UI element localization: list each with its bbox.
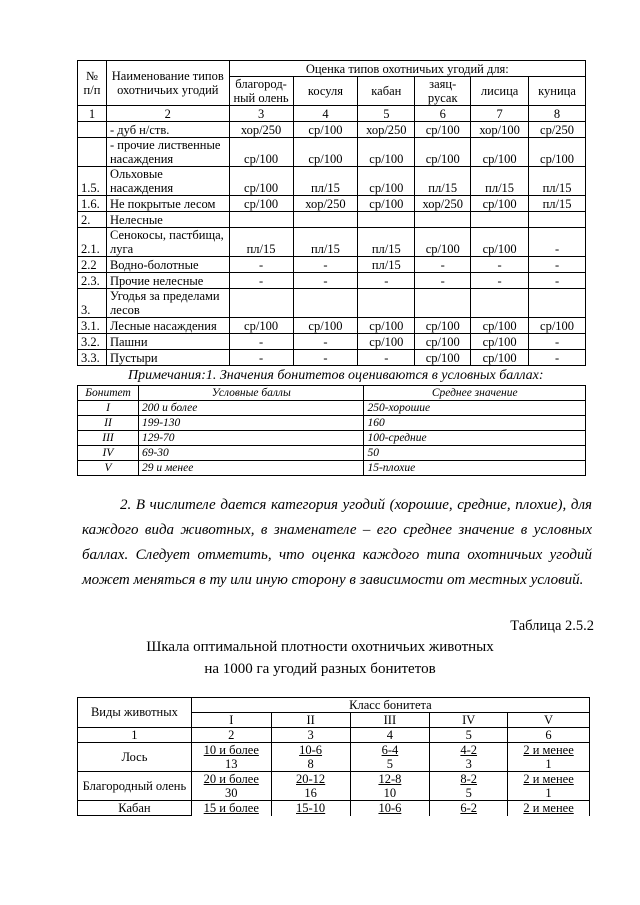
rating-cell: - (529, 350, 586, 366)
table-title-line2: на 1000 га угодий разных бонитетов (204, 661, 436, 677)
table-row (78, 772, 590, 787)
table-row (78, 196, 586, 212)
table-row (78, 334, 586, 350)
rating-cell: - (471, 257, 529, 273)
rating-cell: ср/100 (415, 228, 471, 257)
bonitet-cell: 129-70 (138, 431, 364, 446)
rating-cell: ср/100 (229, 167, 293, 196)
bonitet-header: Бонитет (78, 386, 139, 401)
table-row (78, 401, 586, 416)
rating-cell: пл/15 (293, 228, 358, 257)
row-name: Нелесные (106, 212, 229, 228)
bonitet-cell: 199-130 (138, 416, 364, 431)
density-range: 20 и более (203, 771, 259, 786)
rating-cell: ср/100 (358, 167, 415, 196)
paragraph-text: 2. В числителе дается категория угодий (хорошие, средние, плохие), для каждого вида животных, в знаменателе – его среднее значение в условных баллах. Следует отметить, что оценка каждого типа охотничьих угодий может меняться в ту или иную сторону в зависимости от местных условий. (82, 497, 592, 588)
index-cell: 6 (415, 106, 471, 122)
rating-cell: хор/250 (358, 122, 415, 138)
rating-cell: ср/100 (471, 138, 529, 167)
rating-cell: ср/100 (415, 334, 471, 350)
index-cell: 7 (471, 106, 529, 122)
index-cell: 8 (529, 106, 586, 122)
rating-cell (471, 289, 529, 318)
density-range: 20-12 (296, 771, 326, 786)
bonitet-cell: 200 и более (138, 401, 364, 416)
rating-cell: - (293, 334, 358, 350)
row-number (78, 122, 107, 138)
rating-cell (415, 212, 471, 228)
row-number: 3.3. (78, 350, 107, 366)
rating-cell: ср/100 (293, 318, 358, 334)
index-cell: 1 (78, 106, 107, 122)
rating-cell: пл/15 (529, 196, 586, 212)
rating-cell: ср/100 (358, 318, 415, 334)
row-number: 2.2 (78, 257, 107, 273)
rating-cell: - (529, 273, 586, 289)
index-cell: 5 (358, 106, 415, 122)
class-label: IV (430, 713, 508, 728)
species-header: Виды животных (78, 698, 192, 728)
rating-cell: - (471, 273, 529, 289)
header-name: Наименование типов охотничьих угодий (106, 61, 229, 106)
species-name: Кабан (78, 801, 192, 816)
density-mean: 13 (191, 757, 271, 772)
bonitet-cell: II (78, 416, 139, 431)
row-name: Не покрытые лесом (106, 196, 229, 212)
index-cell: 1 (78, 728, 192, 743)
table-row (78, 318, 586, 334)
rating-cell: - (358, 350, 415, 366)
rating-cell: пл/15 (293, 167, 358, 196)
rating-cell: - (415, 273, 471, 289)
density-range-cell (430, 772, 508, 787)
rating-cell: ср/100 (415, 350, 471, 366)
table-row (78, 167, 586, 196)
row-number: 1.6. (78, 196, 107, 212)
rating-cell: - (229, 334, 293, 350)
density-range: 15-10 (296, 800, 326, 815)
rating-cell: ср/100 (415, 318, 471, 334)
table-row (78, 416, 586, 431)
rating-cell: - (229, 257, 293, 273)
index-cell: 2 (106, 106, 229, 122)
density-scale-table (77, 697, 590, 816)
rating-cell: ср/100 (229, 196, 293, 212)
rating-cell: - (529, 334, 586, 350)
density-range: 2 и менее (523, 771, 574, 786)
row-number: 1.5. (78, 167, 107, 196)
row-number: 2.1. (78, 228, 107, 257)
rating-cell (229, 289, 293, 318)
rating-cell (358, 289, 415, 318)
density-range-cell (508, 801, 590, 816)
row-number: 2.3. (78, 273, 107, 289)
bonitet-cell: V (78, 461, 139, 476)
density-range-cell (508, 772, 590, 787)
rating-cell (415, 289, 471, 318)
rating-cell: ср/100 (229, 138, 293, 167)
index-cell: 3 (229, 106, 293, 122)
index-cell: 4 (293, 106, 358, 122)
rating-cell: ср/100 (529, 138, 586, 167)
bonitet-cell: 100-средние (364, 431, 586, 446)
header-animal: косуля (293, 77, 358, 106)
density-mean: 1 (508, 757, 590, 772)
header-animal: лисица (471, 77, 529, 106)
rating-cell: - (529, 228, 586, 257)
rating-cell: хор/250 (293, 196, 358, 212)
density-range: 8-2 (460, 771, 478, 786)
header-animal: благород-ный олень (229, 77, 293, 106)
rating-cell: ср/100 (471, 350, 529, 366)
bonitet-cell: 15-плохие (364, 461, 586, 476)
bonitet-cell: 69-30 (138, 446, 364, 461)
index-cell: 2 (191, 728, 271, 743)
bonitet-cell: 29 и менее (138, 461, 364, 476)
class-header: Класс бонитета (191, 698, 589, 713)
density-mean: 3 (430, 757, 508, 772)
table-row (78, 257, 586, 273)
rating-cell: - (293, 257, 358, 273)
density-mean: 1 (508, 786, 590, 801)
density-range-cell (191, 772, 271, 787)
rating-cell: - (358, 273, 415, 289)
explanation-paragraph (82, 493, 592, 593)
density-range-cell (508, 743, 590, 758)
table-row (78, 289, 586, 318)
density-range: 10 и более (203, 742, 259, 757)
row-name: - прочие лиственные насаждения (106, 138, 229, 167)
species-name: Благородный олень (78, 772, 192, 801)
rating-cell: ср/100 (471, 228, 529, 257)
index-cell: 6 (508, 728, 590, 743)
row-name: Угодья за пределами лесов (106, 289, 229, 318)
index-cell: 4 (350, 728, 430, 743)
rating-cell: ср/100 (415, 138, 471, 167)
header-animal: куница (529, 77, 586, 106)
rating-cell: пл/15 (358, 257, 415, 273)
table-row (78, 138, 586, 167)
rating-cell: хор/250 (415, 196, 471, 212)
rating-cell: - (415, 257, 471, 273)
class-label: V (508, 713, 590, 728)
density-range: 4-2 (460, 742, 478, 757)
density-range-cell (191, 801, 271, 816)
table-row (78, 446, 586, 461)
table-row (78, 801, 590, 816)
table-row (78, 350, 586, 366)
bonitet-note: Примечания:1. Значения бонитетов оцениваются в условных баллах: (128, 368, 544, 383)
rating-cell: - (293, 273, 358, 289)
density-mean: 16 (271, 786, 350, 801)
table-row (78, 743, 590, 758)
density-range-cell (191, 743, 271, 758)
density-mean: 5 (350, 757, 430, 772)
rating-cell: пл/15 (358, 228, 415, 257)
density-range-cell (350, 772, 430, 787)
row-name: Пашни (106, 334, 229, 350)
row-name: Лесные насаждения (106, 318, 229, 334)
rating-cell: ср/100 (293, 122, 358, 138)
table-title (0, 636, 640, 680)
density-range: 2 и менее (523, 742, 574, 757)
rating-cell: ср/100 (471, 334, 529, 350)
rating-cell: - (293, 350, 358, 366)
rating-cell: ср/100 (358, 138, 415, 167)
table-number: Таблица 2.5.2 (510, 618, 594, 634)
rating-cell: ср/100 (471, 196, 529, 212)
row-name: Пустыри (106, 350, 229, 366)
density-range-cell (430, 801, 508, 816)
rating-cell: ср/100 (471, 318, 529, 334)
table-row (78, 212, 586, 228)
rating-cell: пл/15 (229, 228, 293, 257)
header-animal: кабан (358, 77, 415, 106)
header-group: Оценка типов охотничьих угодий для: (229, 61, 585, 77)
class-label: II (271, 713, 350, 728)
table-title-line1: Шкала оптимальной плотности охотничьих животных (146, 639, 494, 655)
row-number: 3.2. (78, 334, 107, 350)
density-mean: 8 (271, 757, 350, 772)
row-number: 3. (78, 289, 107, 318)
density-range-cell (271, 743, 350, 758)
header-animal: заяц-русак (415, 77, 471, 106)
rating-cell (229, 212, 293, 228)
density-range-cell (271, 772, 350, 787)
table-row (78, 228, 586, 257)
rating-cell (529, 212, 586, 228)
rating-cell: хор/100 (471, 122, 529, 138)
table-row (78, 273, 586, 289)
rating-cell (293, 289, 358, 318)
bonitet-cell: III (78, 431, 139, 446)
rating-cell: пл/15 (471, 167, 529, 196)
rating-cell: ср/250 (529, 122, 586, 138)
rating-cell: ср/100 (358, 334, 415, 350)
bonitet-cell: 250-хорошие (364, 401, 586, 416)
rating-cell: хор/250 (229, 122, 293, 138)
density-range: 6-2 (460, 800, 478, 815)
rating-cell (529, 289, 586, 318)
density-mean: 10 (350, 786, 430, 801)
rating-cell: - (229, 273, 293, 289)
rating-cell: ср/100 (415, 122, 471, 138)
row-number: 3.1. (78, 318, 107, 334)
density-mean: 30 (191, 786, 271, 801)
rating-cell (293, 212, 358, 228)
rating-cell: - (229, 350, 293, 366)
density-mean: 5 (430, 786, 508, 801)
bonitet-cell: IV (78, 446, 139, 461)
rating-cell: ср/100 (229, 318, 293, 334)
row-name: Прочие нелесные (106, 273, 229, 289)
row-name: - дуб н/ств. (106, 122, 229, 138)
rating-cell (358, 212, 415, 228)
density-range: 12-8 (378, 771, 402, 786)
class-label: I (191, 713, 271, 728)
rating-cell: пл/15 (529, 167, 586, 196)
row-name: Водно-болотные (106, 257, 229, 273)
rating-cell: - (529, 257, 586, 273)
table-row (78, 461, 586, 476)
bonitet-cell: I (78, 401, 139, 416)
density-range-cell (271, 801, 350, 816)
table-row (78, 431, 586, 446)
index-cell: 5 (430, 728, 508, 743)
bonitet-table (77, 385, 586, 476)
density-range: 10-6 (378, 800, 402, 815)
row-number: 2. (78, 212, 107, 228)
species-name: Лось (78, 743, 192, 772)
bonitet-header: Условные баллы (138, 386, 364, 401)
density-range-cell (350, 801, 430, 816)
row-name: Сенокосы, пастбища, луга (106, 228, 229, 257)
hunting-lands-table (77, 60, 586, 366)
density-range: 2 и менее (523, 800, 574, 815)
row-name: Ольховые насаждения (106, 167, 229, 196)
rating-cell: пл/15 (415, 167, 471, 196)
density-range: 6-4 (381, 742, 399, 757)
density-range-cell (350, 743, 430, 758)
class-label: III (350, 713, 430, 728)
bonitet-cell: 160 (364, 416, 586, 431)
rating-cell: ср/100 (358, 196, 415, 212)
rating-cell: ср/100 (529, 318, 586, 334)
density-range: 15 и более (203, 800, 259, 815)
row-number (78, 138, 107, 167)
bonitet-cell: 50 (364, 446, 586, 461)
header-num: № п/п (78, 61, 107, 106)
rating-cell (471, 212, 529, 228)
index-cell: 3 (271, 728, 350, 743)
table-row (78, 122, 586, 138)
bonitet-header: Среднее значение (364, 386, 586, 401)
rating-cell: ср/100 (293, 138, 358, 167)
density-range-cell (430, 743, 508, 758)
density-range: 10-6 (299, 742, 323, 757)
